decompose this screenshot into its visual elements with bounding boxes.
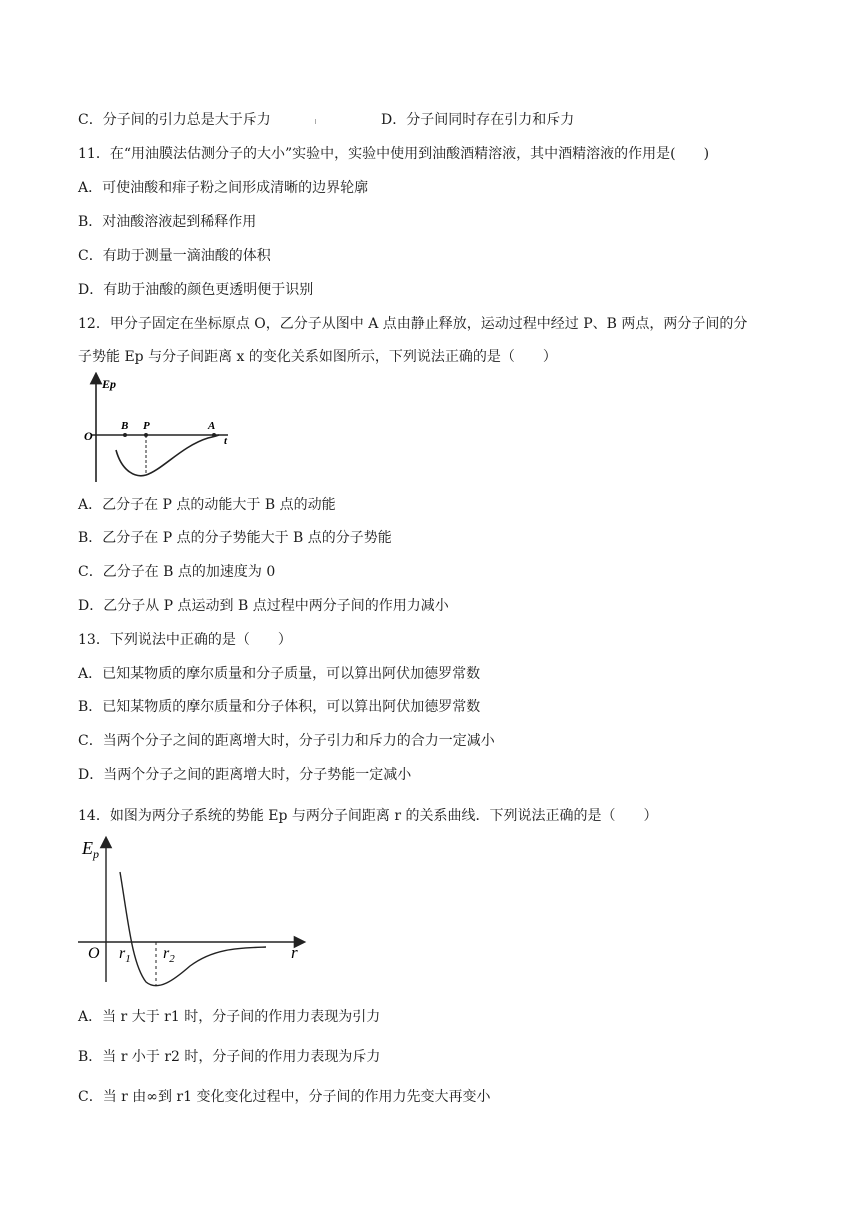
- q12-point-b: [123, 433, 127, 437]
- q12-stem-line1: 12．甲分子固定在坐标原点 O，乙分子从图中 A 点由静止释放，运动过程中经过 P、B 两点，两分子间的分: [78, 316, 748, 332]
- q14-r2-label: $r_2$: [163, 945, 175, 965]
- q12-potential-curve: [116, 435, 219, 476]
- q12-option-d: D．乙分子从 P 点运动到 B 点过程中两分子间的作用力减小: [78, 598, 449, 614]
- q13-option-c: C．当两个分子之间的距离增大时，分子引力和斥力的合力一定减小: [78, 733, 495, 749]
- q13-option-a: A．已知某物质的摩尔质量和分子质量，可以算出阿伏加德罗常数: [78, 666, 481, 682]
- q12-option-a: A．乙分子在 P 点的动能大于 B 点的动能: [78, 497, 336, 513]
- q12-y-label: Ep: [102, 377, 117, 391]
- q12-option-b: B．乙分子在 P 点的分子势能大于 B 点的分子势能: [78, 530, 392, 546]
- q12-option-c: C．乙分子在 B 点的加速度为 0: [78, 564, 276, 580]
- q10-option-c: C．分子间的引力总是大于斥力: [78, 112, 271, 128]
- q11-stem: 11．在“用油膜法估测分子的大小”实验中，实验中使用到油酸酒精溶液，其中酒精溶液的作用是( ): [78, 146, 710, 162]
- scan-mark: [315, 119, 316, 124]
- q12-point-b-label: B: [121, 420, 129, 432]
- q12-stem-line2: 子势能 Ep 与分子间距离 x 的变化关系如图所示，下列说法正确的是（ ）: [78, 349, 557, 365]
- q14-x-label: r: [291, 943, 298, 962]
- q12-point-a-label: A: [208, 420, 216, 432]
- q11-option-c: C．有助于测量一滴油酸的体积: [78, 248, 271, 264]
- q12-point-a: [212, 433, 216, 437]
- q12-point-p-label: P: [143, 420, 150, 432]
- q11-option-b: B．对油酸溶液起到稀释作用: [78, 214, 257, 230]
- q14-option-c: C．当 r 由∞到 r1 变化变化过程中，分子间的作用力先变大再变小: [78, 1089, 491, 1105]
- q14-origin-label: O: [88, 945, 100, 962]
- q11-option-d: D．有助于油酸的颜色更透明便于识别: [78, 282, 314, 298]
- q14-option-a: A．当 r 大于 r1 时，分子间的作用力表现为引力: [78, 1009, 381, 1025]
- q14-option-b: B．当 r 小于 r2 时，分子间的作用力表现为斥力: [78, 1049, 381, 1065]
- q13-option-d: D．当两个分子之间的距离增大时，分子势能一定减小: [78, 767, 412, 783]
- q13-stem: 13．下列说法中正确的是（ ）: [78, 632, 292, 648]
- q14-y-label: $E_p$: [82, 838, 99, 861]
- q12-x-label: t: [224, 435, 228, 447]
- q11-option-a: A．可使油酸和痱子粉之间形成清晰的边界轮廓: [78, 180, 369, 196]
- q12-origin-label: O: [84, 429, 93, 443]
- q12-point-p: [144, 433, 148, 437]
- q13-option-b: B．已知某物质的摩尔质量和分子体积，可以算出阿伏加德罗常数: [78, 699, 481, 715]
- q10-option-d: D．分子间同时存在引力和斥力: [381, 112, 575, 128]
- q14-r1-label: $r_1$: [119, 945, 131, 965]
- q14-potential-curve: [120, 872, 266, 986]
- q12-energy-graph: [78, 372, 238, 484]
- q14-energy-graph: [78, 834, 308, 994]
- q14-stem: 14．如图为两分子系统的势能 Ep 与两分子间距离 r 的关系曲线．下列说法正确的是（ ）: [78, 808, 658, 824]
